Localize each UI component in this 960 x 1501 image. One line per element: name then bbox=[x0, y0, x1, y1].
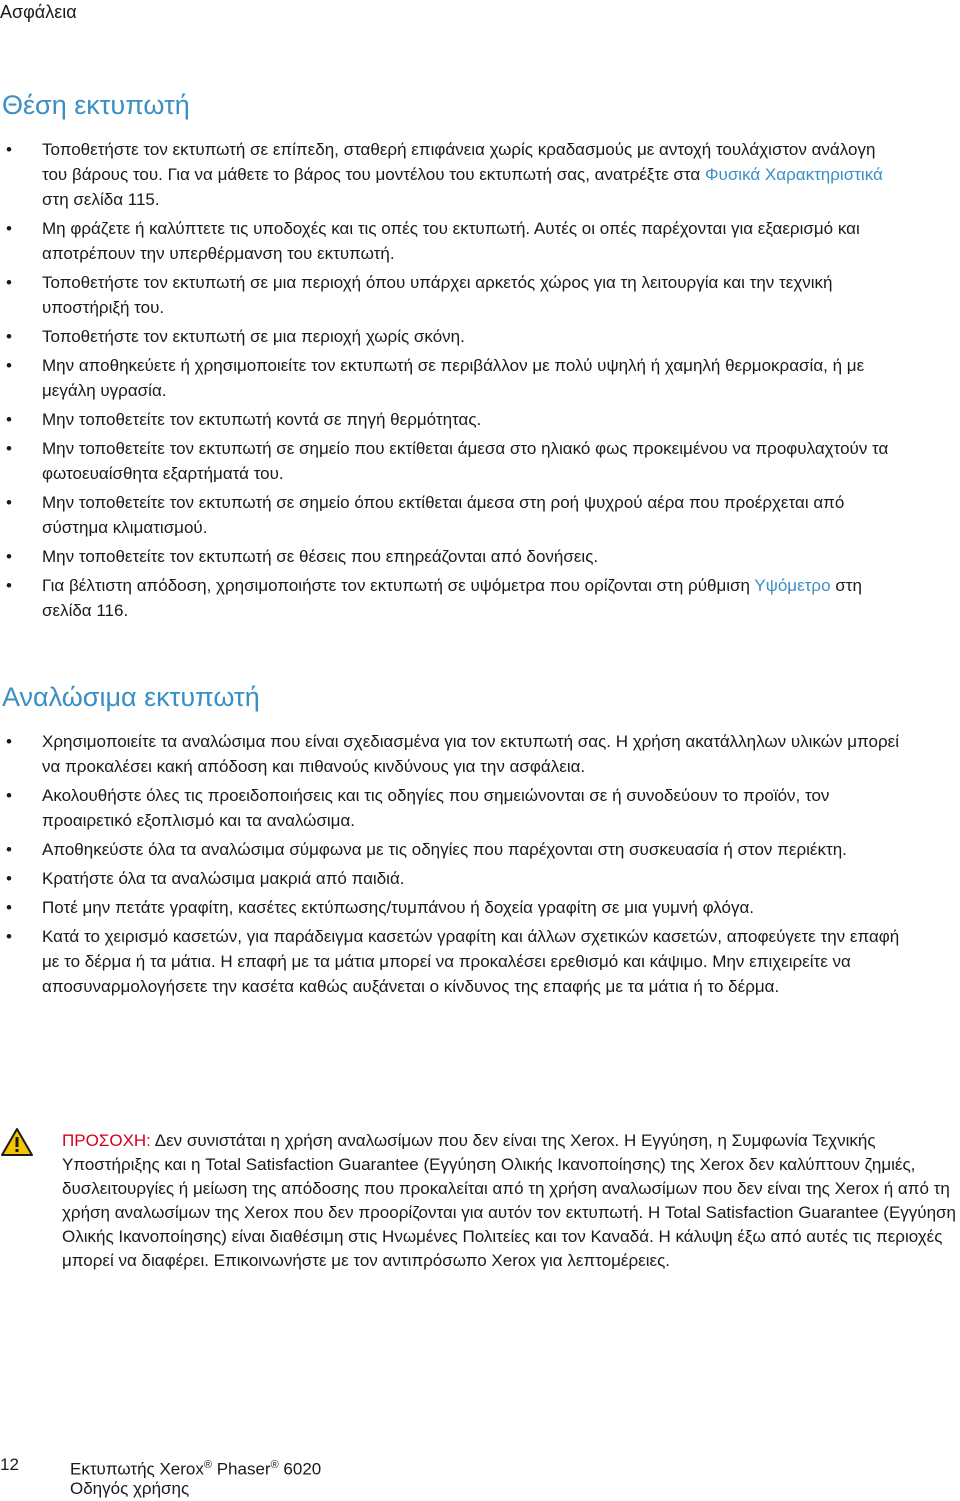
section-heading-placement: Θέση εκτυπωτή bbox=[2, 90, 190, 120]
caution-body: Δεν συνιστάται η χρήση αναλωσίμων που δεν είναι της Xerox. Η Εγγύηση, η Συμφωνία Τεχνικής Υποστήριξης και η Total Satisfaction Guarantee (Εγγύηση Ολικής Ικανοποίησης) της Xerox δεν καλύπτουν ζημιές, δυσλειτουργίες ή μείωση της απόδοσης που προκαλείται από τη χρήση αναλωσίμων που δεν είναι της Xerox ή από τη χρήση αναλωσίμων της Xerox που δεν προορίζονται για αυτόν τον εκτυπωτή. Η Total Satisfaction Guarantee (Εγγύηση Ολικής Ικανοποίησης) είναι διαθέσιμη στις Ηνωμένες Πολιτείες και τον Καναδά. Η κάλυψη έξω από αυτές τις περιοχές μπορεί να διαφέρει. Επικοινωνήστε με τον αντιπρόσωπο Xerox για λεπτομέρειες. bbox=[62, 1131, 956, 1270]
section-heading-supplies: Αναλώσιμα εκτυπωτή bbox=[2, 682, 260, 712]
bullet-icon: • bbox=[6, 327, 12, 346]
list-item: • Κρατήστε όλα τα αναλώσιμα μακριά από παιδιά. bbox=[0, 866, 900, 891]
cross-reference-link[interactable]: Φυσικά Χαρακτηριστικά bbox=[704, 165, 883, 184]
list-item: • Μην τοποθετείτε τον εκτυπωτή κοντά σε πηγή θερμότητας. bbox=[0, 407, 900, 432]
list-item: • Μην τοποθετείτε τον εκτυπωτή σε θέσεις που επηρεάζονται από δονήσεις. bbox=[0, 544, 900, 569]
caution-label: ΠΡΟΣΟΧΗ: bbox=[62, 1131, 151, 1150]
bullet-icon: • bbox=[6, 547, 12, 566]
guide-title: Οδηγός χρήσης bbox=[70, 1479, 190, 1498]
page-number: 12 bbox=[0, 1455, 19, 1474]
list-item: • Χρησιμοποιείτε τα αναλώσιμα που είναι σχεδιασμένα για τον εκτυπωτή σας. Η χρήση ακατάλληλων υλικών μπορεί να προκαλέσει κακή απόδοση και πιθανούς κινδύνους για την ασφάλεια. bbox=[0, 729, 900, 779]
list-item: • Τοποθετήστε τον εκτυπωτή σε μια περιοχή όπου υπάρχει αρκετός χώρος για τη λειτουργία και την τεχνική υποστήριξή του. bbox=[0, 270, 900, 320]
bullet-icon: • bbox=[6, 273, 12, 292]
bullet-icon: • bbox=[6, 840, 12, 859]
bullet-icon: • bbox=[6, 493, 12, 512]
list-item: • Κατά το χειρισμό κασετών, για παράδειγμα κασετών γραφίτη και άλλων σχετικών κασετών, αποφεύγετε την επαφή με το δέρμα ή τα μάτια. Η επαφή με τα μάτια μπορεί να προκαλέσει ερεθισμό και κάψιμο. Μην επιχειρείτε να αποσυναρμολογήσετε την κασέτα καθώς αυξάνεται ο κίνδυνος της επαφής με τα μάτια ή το δέρμα. bbox=[0, 924, 900, 999]
placement-list bbox=[0, 137, 900, 627]
list-item: • Ποτέ μην πετάτε γραφίτη, κασέτες εκτύπωσης/τυμπάνου ή δοχεία γραφίτη σε μια γυμνή φλόγα. bbox=[0, 895, 900, 920]
product-title: Εκτυπωτής Xerox® Phaser® 6020 bbox=[70, 1459, 322, 1479]
bullet-icon: • bbox=[6, 898, 12, 917]
bullet-icon: • bbox=[6, 732, 12, 751]
list-item: • Μην τοποθετείτε τον εκτυπωτή σε σημείο όπου εκτίθεται άμεσα στη ροή ψυχρού αέρα που προέρχεται από σύστημα κλιματισμού. bbox=[0, 490, 900, 540]
list-item: • Αποθηκεύστε όλα τα αναλώσιμα σύμφωνα με τις οδηγίες που παρέχονται στη συσκευασία ή στον περιέκτη. bbox=[0, 837, 900, 862]
list-item: • Για βέλτιστη απόδοση, χρησιμοποιήστε τον εκτυπωτή σε υψόμετρα που ορίζονται στη ρύθμιση Υψόμετρο στη σελίδα 116. bbox=[0, 573, 900, 623]
caution-text bbox=[62, 1129, 958, 1273]
bullet-icon: • bbox=[6, 786, 12, 805]
bullet-icon: • bbox=[6, 140, 12, 159]
caution-note bbox=[0, 1129, 960, 1273]
list-item: • Τοποθετήστε τον εκτυπωτή σε μια περιοχή χωρίς σκόνη. bbox=[0, 324, 900, 349]
cross-reference-link[interactable]: Υψόμετρο bbox=[754, 576, 831, 595]
bullet-icon: • bbox=[6, 576, 12, 595]
warning-icon bbox=[0, 1127, 34, 1157]
list-item: • Μην τοποθετείτε τον εκτυπωτή σε σημείο που εκτίθεται άμεσα στο ηλιακό φως προκειμένου να προφυλαχτούν τα φωτοευαίσθητα εξαρτήματά του. bbox=[0, 436, 900, 486]
list-item: • Μη φράζετε ή καλύπτετε τις υποδοχές και τις οπές του εκτυπωτή. Αυτές οι οπές παρέχονται για εξαερισμό και αποτρέπουν την υπερθέρμανση του εκτυπωτή. bbox=[0, 216, 900, 266]
bullet-icon: • bbox=[6, 927, 12, 946]
bullet-icon: • bbox=[6, 869, 12, 888]
list-item: • Τοποθετήστε τον εκτυπωτή σε επίπεδη, σταθερή επιφάνεια χωρίς κραδασμούς με αντοχή τουλάχιστον ανάλογη του βάρους του. Για να μάθετε το βάρος του μοντέλου του εκτυπωτή σας, ανατρέξτε στα Φυσικά Χαρακτηριστικά στη σελίδα 115. bbox=[0, 137, 900, 212]
bullet-icon: • bbox=[6, 439, 12, 458]
running-header: Ασφάλεια bbox=[0, 2, 77, 22]
bullet-icon: • bbox=[6, 219, 12, 238]
list-item: • Ακολουθήστε όλες τις προειδοποιήσεις και τις οδηγίες που σημειώνονται σε ή συνοδεύουν το προϊόν, τον προαιρετικό εξοπλισμό και τα αναλώσιμα. bbox=[0, 783, 900, 833]
bullet-icon: • bbox=[6, 356, 12, 375]
bullet-icon: • bbox=[6, 410, 12, 429]
list-item: • Μην αποθηκεύετε ή χρησιμοποιείτε τον εκτυπωτή σε περιβάλλον με πολύ υψηλή ή χαμηλή θερμοκρασία, ή με μεγάλη υγρασία. bbox=[0, 353, 900, 403]
supplies-list bbox=[0, 729, 900, 1003]
